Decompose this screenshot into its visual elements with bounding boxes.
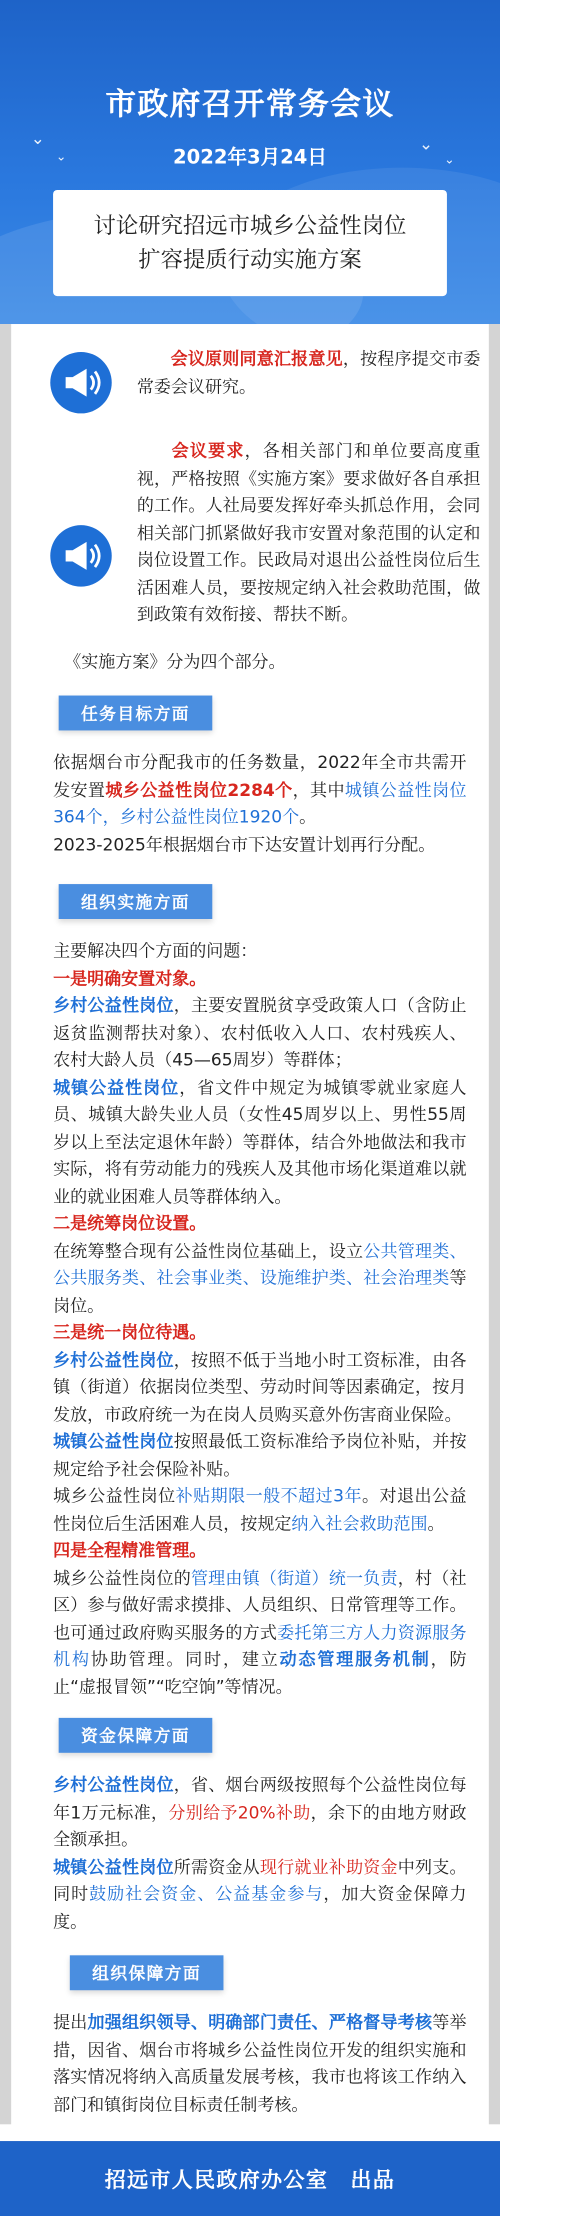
- paragraph-text: ，主要安置脱贫享受政策人口（含防止返贫监测帮扶对象）、农村低收入人口、农村残疾人、农村大龄人员（45—65周岁）等群体；: [53, 995, 467, 1070]
- paragraph-text: 。: [299, 807, 317, 827]
- highlight-text: 动态管理服务机制: [279, 1649, 431, 1669]
- intro-text: 《实施方案》分为四个部分。: [64, 651, 286, 672]
- paragraph-text: 中列支。同时: [53, 1856, 467, 1904]
- highlight-text: 城镇公益性岗位: [53, 1431, 174, 1452]
- paragraph-text: ，村（社区）参与做好需求摸排、人员组织、日常管理等工作。也可通过政府购买服务的方式: [53, 1567, 467, 1642]
- meeting-date: 2022年3月24日: [173, 146, 327, 169]
- bird-icon: ⌄: [30, 128, 45, 149]
- megaphone-icon: [50, 352, 111, 413]
- paragraph-text: 在统筹整合现有公益性岗位基础上，设立: [53, 1240, 364, 1261]
- meeting-row-1: [0, 324, 500, 413]
- highlight-text: 城镇公益性岗位: [53, 1077, 180, 1098]
- meeting-paragraph-2: [137, 439, 481, 630]
- highlight-text: 会议原则同意汇报意见: [170, 349, 343, 369]
- bird-icon: ⌄: [418, 134, 434, 154]
- highlight-text: 会议要求: [170, 441, 245, 461]
- paragraph-text: 城乡公益性岗位的: [53, 1567, 191, 1588]
- header-banner: [0, 0, 500, 324]
- paragraph-text: ，省、烟台两级按照每个公益性岗位每年1万元标准，: [53, 1775, 467, 1822]
- subheading: 一是明确安置对象。: [53, 968, 207, 989]
- subtitle-line: 扩容提质行动实施方案: [138, 245, 362, 273]
- subheading: 二是统筹岗位设置。: [53, 1213, 207, 1234]
- subheading: 四是全程精准管理。: [53, 1540, 207, 1561]
- highlight-text: 纳入社会救助范围: [291, 1513, 428, 1533]
- paragraph-text: 2023-2025年根据烟台市下达安置计划再行分配。: [53, 834, 436, 855]
- highlight-text: 乡村公益性岗位: [53, 995, 174, 1016]
- highlight-text: 城镇公益性岗位: [53, 1856, 174, 1877]
- paragraph-text: ，按照不低于当地小时工资标准，由各镇（街道）依据岗位类型、劳动时间等因素确定，按月发放，市政府统一为在岗人员购买意外伤害商业保险。: [53, 1349, 467, 1424]
- paragraph-text: 。: [427, 1513, 445, 1533]
- subtitle-line: 讨论研究招远市城乡公益性岗位: [93, 212, 407, 239]
- paragraph-text: 所需资金从: [173, 1856, 260, 1877]
- paragraph-text: 等岗位。: [53, 1268, 467, 1315]
- highlight-text: 乡村公益性岗位: [53, 1775, 174, 1795]
- highlight-text: 城乡公益性岗位2284个: [105, 780, 293, 800]
- meeting-row-2: [0, 413, 500, 629]
- highlight-text: 乡村公益性岗位: [53, 1349, 174, 1370]
- highlight-text: 现行就业补助资金: [259, 1856, 398, 1877]
- highlight-text: 城镇公益性岗位364个，乡村公益性岗位1920个: [53, 780, 467, 827]
- section-badge: 资金保障方面: [59, 1718, 213, 1753]
- megaphone-icon: [50, 525, 111, 586]
- footer-banner: [0, 2141, 500, 2216]
- section-badge: 组织保障方面: [70, 1955, 224, 1990]
- paragraph-text: 城乡公益性岗位: [53, 1486, 176, 1506]
- section-4: [0, 1936, 500, 2125]
- highlight-text: 管理由镇（街道）统一负责: [190, 1567, 398, 1588]
- highlight-text: 分别给予20%补助: [168, 1802, 311, 1822]
- content: [0, 324, 500, 2124]
- bird-icon: ⌄: [55, 150, 67, 165]
- highlight-text: 委托第三方人力资源服务机构: [53, 1622, 467, 1669]
- highlight-text: 加强组织领导、明确部门责任、严格督导考核: [87, 2012, 433, 2033]
- section-3-body: [0, 1753, 500, 1936]
- paragraph-text: ，加大资金保障力度。: [53, 1884, 467, 1931]
- paragraph-text: 协助管理。同时，建立: [90, 1649, 280, 1669]
- section-2-body: [0, 919, 500, 1701]
- paragraph-text: ，防止“虚报冒领”“吃空饷”等情况。: [53, 1649, 467, 1697]
- paragraph-text: 等举措，因省、烟台市将城乡公益性岗位开发的组织实施和落实情况将纳入高质量发展考核，我市也将该工作纳入部门和镇街岗位目标责任制考核。: [53, 2012, 467, 2114]
- paragraph-text: 主要解决四个方面的问题：: [53, 941, 258, 961]
- paragraph-text: ，余下的由地方财政全额承担。: [53, 1802, 467, 1850]
- page-title: 市政府召开常务会议: [105, 87, 395, 123]
- section-2: [0, 859, 500, 1701]
- highlight-text: 鼓励社会资金、公益基金参与: [89, 1884, 324, 1904]
- highlight-text: 公共管理类、公共服务类、社会事业类、设施维护类、社会治理类: [53, 1240, 467, 1288]
- meeting-paragraph-1: [137, 346, 481, 413]
- paragraph-text: 提出: [53, 2012, 88, 2033]
- footer-text: 招远市人民政府办公室 出品: [104, 2166, 396, 2193]
- subheading: 三是统一岗位待遇。: [53, 1322, 207, 1343]
- highlight-text: 补贴期限一般不超过3年: [175, 1486, 362, 1506]
- section-3: [0, 1701, 500, 1936]
- paragraph-text: ，按程序提交市委常委会议研究。: [136, 349, 481, 396]
- section-1: [0, 676, 500, 859]
- paragraph-text: 依据烟台市分配我市的任务数量，2022年全市共需开发安置: [53, 752, 467, 800]
- paragraph-text: 。对退出公益性岗位后生活困难人员，按规定: [53, 1486, 467, 1533]
- paragraph-text: ，省文件中规定为城镇零就业家庭人员、城镇大龄失业人员（女性45周岁以上、男性55周岁以上至法定退休年龄）等群体，结合外地做法和我市实际，将有劳动能力的残疾人及其他市场化渠道难以就业的就业困难人员等群体纳入。: [53, 1077, 467, 1207]
- bird-icon: ⌄: [444, 153, 455, 168]
- section-badge: 组织实施方面: [59, 884, 213, 919]
- subtitle-box: [53, 190, 447, 296]
- section-4-body: [0, 1990, 500, 2118]
- paragraph-text: 按照最低工资标准给予岗位补贴，并按规定给予社会保险补贴。: [53, 1431, 467, 1479]
- section-badge: 任务目标方面: [59, 696, 213, 731]
- section-1-body: [0, 730, 500, 858]
- paragraph-text: ，其中: [292, 780, 345, 800]
- paragraph-text: ，各相关部门和单位要高度重视，严格按照《实施方案》要求做好各自承担的工作。人社局要发挥好牵头抓总作用，会同相关部门抓紧做好我市安置对象范围的认定和岗位设置工作。民政局对退出公益性岗位后生活困难人员，要按规定纳入社会救助范围，做到政策有效衔接、帮扶不断。: [136, 441, 481, 625]
